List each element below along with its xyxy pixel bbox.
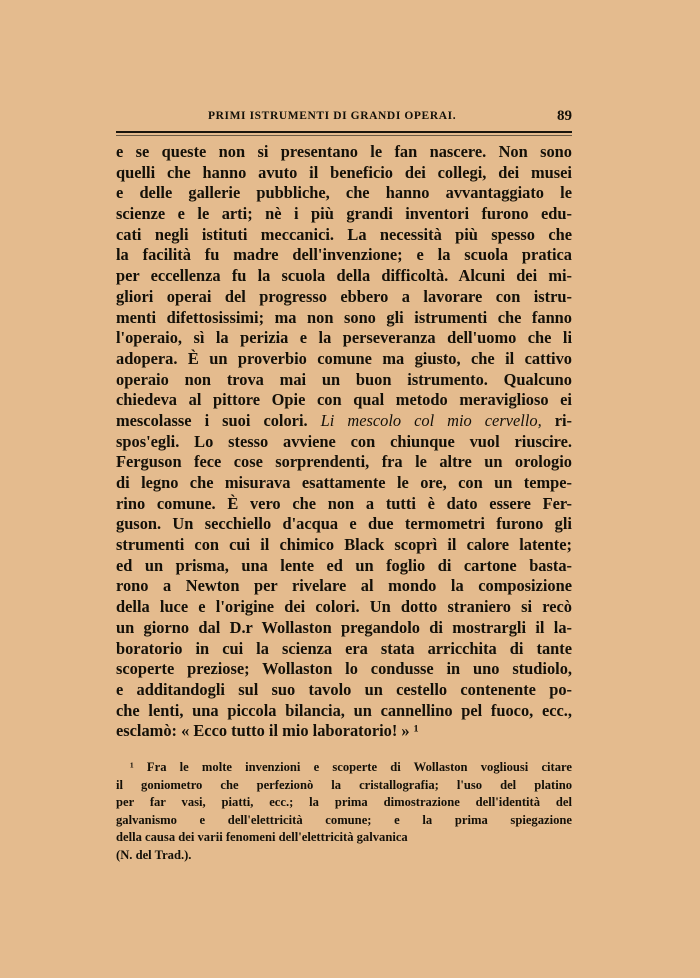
body-line: e additandogli sul suo tavolo un cestello contenente po-	[116, 679, 572, 699]
body-line: quelli che hanno avuto il beneficio dei collegi, dei musei	[116, 162, 572, 182]
body-line: Ferguson fece cose sorprendenti, fra le altre un orologio	[116, 452, 572, 472]
body-line: che lenti, una piccola bilancia, un cannellino pel fuoco, ecc.,	[116, 700, 572, 720]
body-line: gliori operai del progresso ebbero a lavorare con istru-	[116, 286, 572, 306]
footnote-line: galvanismo e dell'elettricità comune; e la prima spiegazione	[116, 812, 572, 827]
body-line: della luce e l'origine dei colori. Un dotto straniero si recò	[116, 597, 572, 617]
body-line: menti difettosissimi; ma non sono gli istrumenti che fanno	[116, 307, 572, 327]
running-header	[116, 108, 572, 128]
footnote-line: per far vasi, piatti, ecc.; la prima dimostrazione dell'identità del	[116, 795, 572, 810]
body-line: strumenti con cui il chimico Black scoprì il calore latente;	[116, 535, 572, 555]
body-line: scoperte preziose; Wollaston lo condusse in uno studiolo,	[116, 659, 572, 679]
body-line: per eccellenza fu la scuola della difficoltà. Alcuni dei mi-	[116, 266, 572, 286]
italic-quote: Li mescolo col mio cervello,	[320, 410, 542, 430]
running-title: PRIMI ISTRUMENTI DI GRANDI OPERAI.	[208, 110, 457, 122]
footnote-line: della causa dei varii fenomeni dell'elettricità galvanica	[116, 830, 408, 845]
footnote	[116, 759, 572, 865]
body-line: chiedeva al pittore Opie con qual metodo meraviglioso ei	[116, 390, 572, 410]
body-line: e delle gallerie pubbliche, che hanno avvantaggiato le	[116, 183, 572, 203]
header-rule-thin	[116, 135, 572, 136]
body-line: boratorio in cui la scienza era stata arricchita di tante	[116, 638, 572, 658]
body-line: operaio non trova mai un buon istrumento. Qualcuno	[116, 369, 572, 389]
body-line: ed un prisma, una lente ed un foglio di cartone basta-	[116, 555, 572, 575]
body-line-italic	[116, 411, 572, 432]
body-line: spos'egli. Lo stesso avviene con chiunque vuol riuscire.	[116, 431, 572, 451]
body-line: l'operaio, sì la perizia e la perseveranza dell'uomo che li	[116, 328, 572, 348]
body-text	[116, 142, 572, 742]
body-line: esclamò: « Ecco tutto il mio laboratorio! » ¹	[116, 721, 419, 741]
body-line: di legno che misurava esattamente le ore, con un tempe-	[116, 473, 572, 492]
body-line: e se queste non si presentano le fan nascere. Non sono	[116, 142, 572, 161]
body-line: guson. Un secchiello d'acqua e due termometri furono gli	[116, 514, 572, 534]
body-line: cati negli istituti meccanici. La necessità più spesso che	[116, 224, 572, 244]
body-line: rono a Newton per rivelare al mondo la composizione	[116, 576, 572, 596]
italic-line-before: mescolasse i suoi colori.	[116, 410, 321, 430]
body-line: adopera. È un proverbio comune ma giusto, che il cattivo	[116, 348, 572, 368]
header-rule	[116, 131, 572, 133]
footnote-line: (N. del Trad.).	[116, 847, 192, 862]
body-line: un giorno dal D.r Wollaston pregandolo di mostrargli il la-	[116, 617, 572, 637]
body-line: la facilità fu madre dell'invenzione; e la scuola pratica	[116, 245, 572, 265]
footnote-line: il goniometro che perfezionò la cristallografia; l'uso del platino	[116, 777, 572, 792]
italic-line-after: ri-	[541, 410, 572, 430]
body-line: rino comune. È vero che non a tutti è dato essere Fer-	[116, 493, 572, 513]
body-line: scienze e le arti; nè i più grandi inventori furono edu-	[116, 204, 572, 224]
page-number: 89	[557, 108, 572, 124]
footnote-line: ¹ Fra le molte invenzioni e scoperte di Wollaston vogliousi citare	[130, 760, 572, 774]
